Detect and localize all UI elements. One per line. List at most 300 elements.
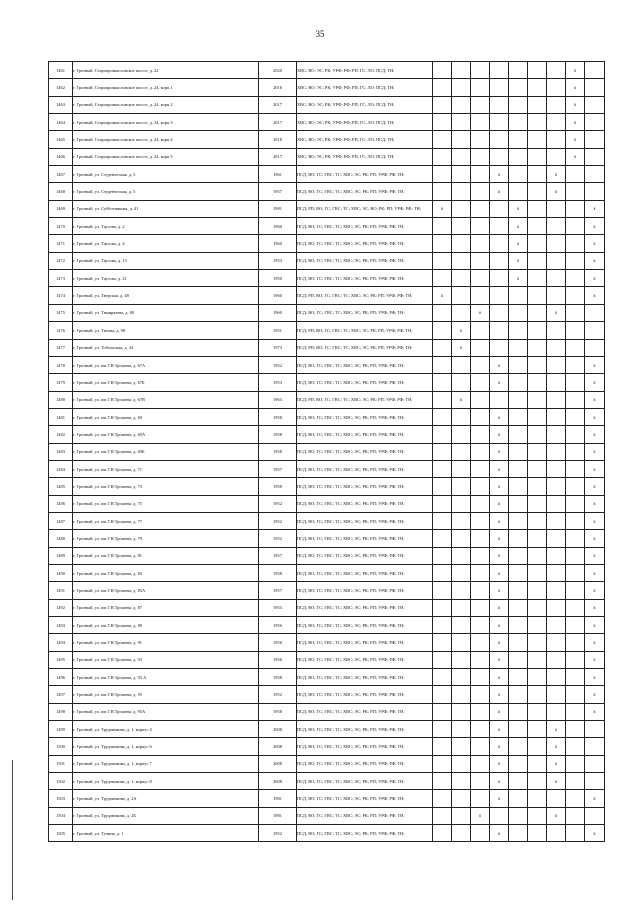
address-cell: г. Грозный, ул. Тверская, д. 48 — [73, 287, 259, 304]
mark-cell: x — [547, 807, 566, 824]
mark-cell — [433, 96, 452, 113]
mark-cell: x — [585, 790, 605, 807]
mark-cell — [433, 391, 452, 408]
mark-cell — [528, 322, 547, 339]
mark-cell — [433, 721, 452, 738]
mark-cell: x — [566, 148, 585, 165]
mark-cell — [528, 495, 547, 512]
mark-cell — [471, 478, 490, 495]
mark-cell — [433, 599, 452, 616]
mark-cell: x — [509, 218, 528, 235]
services-cell: ХВС; ВО; ЭС; РК; УРФ; РФ; РП; ГС; ЛО; ПСД; ТН; — [297, 79, 433, 96]
mark-cell — [528, 773, 547, 790]
mark-cell — [433, 738, 452, 755]
mark-cell — [490, 391, 509, 408]
mark-cell — [528, 530, 547, 547]
mark-cell — [452, 721, 471, 738]
table-row — [49, 721, 605, 738]
mark-cell — [452, 773, 471, 790]
mark-cell: x — [490, 564, 509, 581]
mark-cell: x — [490, 669, 509, 686]
mark-cell — [490, 114, 509, 131]
year-cell: 1981 — [259, 807, 297, 824]
mark-cell — [509, 790, 528, 807]
mark-cell — [509, 495, 528, 512]
year-cell: 2008 — [259, 721, 297, 738]
mark-cell — [547, 790, 566, 807]
mark-cell — [547, 617, 566, 634]
table-row — [49, 374, 605, 391]
address-cell: г. Грозный, ул. им Г.Н.Трошева, д. 89 — [73, 617, 259, 634]
mark-cell — [528, 131, 547, 148]
mark-cell: x — [490, 825, 509, 842]
services-cell: ХВС; ВО; ЭС; РК; УРФ; РФ; РП; ГС; ЛО; ПСД; ТН; — [297, 96, 433, 113]
year-cell: 1957 — [259, 582, 297, 599]
mark-cell: x — [452, 391, 471, 408]
mark-cell — [528, 200, 547, 217]
services-cell: ПСД; ВО; ГС; ГВС; ТС; ХВС; ЭС; РК; РП; УРФ; РФ; ТН; — [297, 721, 433, 738]
mark-cell — [433, 304, 452, 321]
mark-cell — [528, 721, 547, 738]
year-cell: 1958 — [259, 443, 297, 460]
address-cell: г. Грозный, Старопромысловское шоссе, д. 24, корп.2 — [73, 96, 259, 113]
table-row — [49, 686, 605, 703]
mark-cell: x — [490, 547, 509, 564]
mark-cell — [528, 686, 547, 703]
mark-cell — [547, 252, 566, 269]
year-cell: 1981 — [259, 200, 297, 217]
mark-cell — [452, 564, 471, 581]
table-row — [49, 322, 605, 339]
mark-cell — [452, 79, 471, 96]
table-row — [49, 287, 605, 304]
mark-cell — [585, 148, 605, 165]
services-cell: ПСД; ВО; ГС; ГВС; ТС; ХВС; ЭС; РК; РП; УРФ; РФ; ТН; — [297, 547, 433, 564]
mark-cell — [566, 166, 585, 183]
table-row — [49, 426, 605, 443]
mark-cell — [509, 391, 528, 408]
mark-cell: x — [566, 62, 585, 79]
mark-cell — [547, 825, 566, 842]
mark-cell — [509, 721, 528, 738]
mark-cell — [452, 755, 471, 772]
mark-cell — [452, 651, 471, 668]
address-cell: г. Грозный, ул. Тучина, д. 1 — [73, 825, 259, 842]
mark-cell: x — [566, 131, 585, 148]
mark-cell — [566, 460, 585, 477]
services-cell: ПСД; ВО; ГС; ГВС; ТС; ХВС; ЭС; РК; РП; УРФ; РФ; ТН; — [297, 460, 433, 477]
mark-cell — [566, 773, 585, 790]
mark-cell: x — [585, 356, 605, 373]
services-cell: ПСД; ВО; ГС; ГВС; ТС; ХВС; ЭС; РК; РП; УРФ; РФ; ТН; — [297, 564, 433, 581]
mark-cell: x — [585, 408, 605, 425]
services-cell: ПСД; ВО; ГС; ГВС; ТС; ХВС; ЭС; РК; РП; УРФ; РФ; ТН; — [297, 651, 433, 668]
year-cell: 1952 — [259, 825, 297, 842]
mark-cell — [509, 443, 528, 460]
mark-cell — [490, 322, 509, 339]
mark-cell — [528, 304, 547, 321]
table-row — [49, 825, 605, 842]
mark-cell — [452, 703, 471, 720]
services-cell: ПСД; ВО; ГС; ГВС; ТС; ХВС; ЭС; РК; РП; УРФ; РФ; ТН; — [297, 703, 433, 720]
mark-cell — [509, 148, 528, 165]
mark-cell — [547, 270, 566, 287]
mark-cell: x — [585, 530, 605, 547]
mark-cell — [509, 62, 528, 79]
row-number: 1471 — [49, 235, 73, 252]
mark-cell: x — [490, 755, 509, 772]
mark-cell — [452, 582, 471, 599]
row-number: 1488 — [49, 530, 73, 547]
mark-cell — [566, 478, 585, 495]
table-row — [49, 564, 605, 581]
mark-cell — [471, 582, 490, 599]
mark-cell — [528, 582, 547, 599]
address-cell: г. Грозный, ул. им Г.Н.Трошева, д. 79 — [73, 530, 259, 547]
mark-cell — [471, 356, 490, 373]
year-cell: 1963 — [259, 391, 297, 408]
address-cell: г. Грозный, ул. им Г.Н.Трошева, д. 69Б — [73, 443, 259, 460]
mark-cell — [566, 582, 585, 599]
row-number: 1501 — [49, 755, 73, 772]
mark-cell — [547, 582, 566, 599]
mark-cell — [452, 148, 471, 165]
mark-cell — [433, 564, 452, 581]
mark-cell — [490, 96, 509, 113]
mark-cell — [509, 96, 528, 113]
mark-cell — [585, 166, 605, 183]
mark-cell — [528, 478, 547, 495]
mark-cell — [528, 755, 547, 772]
mark-cell — [490, 252, 509, 269]
mark-cell — [471, 530, 490, 547]
mark-cell — [528, 235, 547, 252]
mark-cell — [490, 131, 509, 148]
mark-cell: x — [490, 443, 509, 460]
mark-cell — [452, 478, 471, 495]
mark-cell — [490, 270, 509, 287]
mark-cell — [471, 391, 490, 408]
mark-cell: x — [547, 721, 566, 738]
mark-cell — [566, 686, 585, 703]
year-cell: 2008 — [259, 738, 297, 755]
mark-cell — [490, 62, 509, 79]
mark-cell: x — [585, 669, 605, 686]
row-number: 1489 — [49, 547, 73, 564]
mark-cell: x — [585, 460, 605, 477]
mark-cell — [471, 617, 490, 634]
table-row — [49, 200, 605, 217]
mark-cell — [471, 166, 490, 183]
mark-cell: x — [585, 426, 605, 443]
year-cell: 1951 — [259, 322, 297, 339]
table-row — [49, 599, 605, 616]
address-cell: г. Грозный, ул. Таусова, д. 13 — [73, 252, 259, 269]
mark-cell: x — [585, 599, 605, 616]
services-cell: ПСД; ВО; ГС; ГВС; ТС; ХВС; ЭС; РК; РП; УРФ; РФ; ТН; — [297, 530, 433, 547]
year-cell: 2016 — [259, 79, 297, 96]
mark-cell: x — [490, 738, 509, 755]
services-cell: ХВС; ВО; ЭС; РК; УРФ; РФ; РП; ГС; ЛО; ПСД; ТН; — [297, 131, 433, 148]
address-cell: г. Грозный, ул. им Г.Н.Трошева, д. 69А — [73, 426, 259, 443]
mark-cell — [490, 79, 509, 96]
mark-cell — [490, 287, 509, 304]
mark-cell — [452, 686, 471, 703]
mark-cell — [433, 478, 452, 495]
mark-cell — [490, 807, 509, 824]
services-cell: ПСД; ВО; ГС; ГВС; ТС; ХВС; ЭС; РК; РП; УРФ; РФ; ТН; — [297, 773, 433, 790]
mark-cell — [585, 773, 605, 790]
mark-cell — [547, 669, 566, 686]
table-row — [49, 391, 605, 408]
services-cell: ПСД; РП; ВО; ГС; ГВС; ТС; ХВС; ЭС; РК; РП; УРФ; РФ; ТН; — [297, 287, 433, 304]
mark-cell — [509, 825, 528, 842]
address-cell: г. Грозный, ул. Таусова, д. 2 — [73, 218, 259, 235]
mark-cell — [528, 252, 547, 269]
services-cell: ПСД; ВО; ГС; ГВС; ТС; ХВС; ЭС; РК; РП; УРФ; РФ; ТН; — [297, 755, 433, 772]
mark-cell — [433, 443, 452, 460]
mark-cell: x — [585, 547, 605, 564]
mark-cell — [433, 148, 452, 165]
year-cell: 1953 — [259, 374, 297, 391]
mark-cell — [566, 807, 585, 824]
year-cell: 1961 — [259, 166, 297, 183]
table-row — [49, 408, 605, 425]
mark-cell — [452, 96, 471, 113]
year-cell: 1981 — [259, 790, 297, 807]
mark-cell — [528, 183, 547, 200]
mark-cell — [585, 62, 605, 79]
mark-cell: x — [585, 651, 605, 668]
mark-cell — [528, 114, 547, 131]
row-number: 1465 — [49, 131, 73, 148]
services-cell: ПСД; ВО; ГС; ГВС; ТС; ХВС; ЭС; РК; РП; УРФ; РФ; ТН; — [297, 825, 433, 842]
mark-cell: x — [490, 512, 509, 529]
year-cell: 1956 — [259, 651, 297, 668]
mark-cell — [433, 460, 452, 477]
mark-cell — [528, 512, 547, 529]
mark-cell — [585, 755, 605, 772]
services-cell: ПСД; ВО; ГС; ГВС; ТС; ХВС; ЭС; РК; РП; УРФ; РФ; ТН; — [297, 183, 433, 200]
mark-cell — [471, 114, 490, 131]
mark-cell: x — [566, 96, 585, 113]
mark-cell — [528, 460, 547, 477]
services-cell: ПСД; ВО; ГС; ГВС; ТС; ХВС; ЭС; РК; РП; УРФ; РФ; ТН; — [297, 478, 433, 495]
mark-cell — [547, 287, 566, 304]
mark-cell — [566, 564, 585, 581]
row-number: 1470 — [49, 218, 73, 235]
mark-cell — [566, 183, 585, 200]
services-cell: ПСД; ВО; ГС; ГВС; ТС; ХВС; ЭС; РК; РП; УРФ; РФ; ТН; — [297, 218, 433, 235]
table-row — [49, 443, 605, 460]
mark-cell — [433, 374, 452, 391]
address-cell: г. Грозный, ул. им Г.Н.Трошева, д. 73 — [73, 478, 259, 495]
address-cell: г. Грозный, ул. им Г.Н.Трошева, д. 81 — [73, 547, 259, 564]
services-cell: ПСД; ВО; ГС; ГВС; ТС; ХВС; ЭС; РК; РП; УРФ; РФ; ТН; — [297, 582, 433, 599]
mark-cell — [547, 443, 566, 460]
mark-cell — [471, 287, 490, 304]
services-cell: ПСД; ВО; ГС; ГВС; ТС; ХВС; ЭС; РК; РП; УРФ; РФ; ТН; — [297, 426, 433, 443]
mark-cell — [566, 252, 585, 269]
mark-cell — [566, 356, 585, 373]
row-number: 1504 — [49, 807, 73, 824]
mark-cell: x — [509, 200, 528, 217]
mark-cell: x — [490, 773, 509, 790]
mark-cell: x — [585, 374, 605, 391]
mark-cell — [566, 374, 585, 391]
mark-cell: x — [490, 721, 509, 738]
mark-cell — [509, 304, 528, 321]
mark-cell: x — [452, 339, 471, 356]
mark-cell — [528, 270, 547, 287]
mark-cell — [433, 270, 452, 287]
mark-cell: x — [547, 773, 566, 790]
table-row — [49, 651, 605, 668]
mark-cell — [566, 617, 585, 634]
mark-cell — [547, 408, 566, 425]
mark-cell — [585, 183, 605, 200]
mark-cell — [509, 460, 528, 477]
address-cell: г. Грозный, ул. им Г.Н.Трошева, д. 83 — [73, 564, 259, 581]
mark-cell — [566, 755, 585, 772]
table-row — [49, 131, 605, 148]
services-cell: ПСД; ВО; ГС; ГВС; ТС; ХВС; ЭС; РК; РП; УРФ; РФ; ТН; — [297, 512, 433, 529]
mark-cell — [433, 495, 452, 512]
row-number: 1497 — [49, 686, 73, 703]
table-row — [49, 530, 605, 547]
mark-cell — [471, 686, 490, 703]
mark-cell: x — [509, 270, 528, 287]
mark-cell: x — [547, 304, 566, 321]
mark-cell — [433, 356, 452, 373]
address-cell: г. Грозный, ул. им Г.Н.Трошева, д. 95 — [73, 686, 259, 703]
mark-cell — [452, 200, 471, 217]
mark-cell — [471, 651, 490, 668]
address-cell: г. Грозный, ул. Трудовикова, д. 1, корпус 8 — [73, 773, 259, 790]
year-cell: 2017 — [259, 114, 297, 131]
row-number: 1477 — [49, 339, 73, 356]
address-cell: г. Грозный, ул. им Г.Н.Трошева, д. 71 — [73, 460, 259, 477]
row-number: 1474 — [49, 287, 73, 304]
row-number: 1473 — [49, 270, 73, 287]
mark-cell — [509, 703, 528, 720]
mark-cell: x — [490, 617, 509, 634]
services-cell: ПСД; ВО; ГС; ГВС; ТС; ХВС; ЭС; РК; РП; УРФ; РФ; ТН; — [297, 270, 433, 287]
mark-cell: x — [585, 495, 605, 512]
mark-cell: x — [490, 790, 509, 807]
row-number: 1505 — [49, 825, 73, 842]
mark-cell: x — [585, 287, 605, 304]
mark-cell — [566, 408, 585, 425]
table-row — [49, 270, 605, 287]
mark-cell — [547, 495, 566, 512]
mark-cell — [528, 634, 547, 651]
mark-cell: x — [585, 825, 605, 842]
mark-cell: x — [585, 564, 605, 581]
mark-cell — [509, 686, 528, 703]
mark-cell: x — [490, 651, 509, 668]
mark-cell — [452, 790, 471, 807]
mark-cell — [433, 755, 452, 772]
mark-cell — [547, 460, 566, 477]
address-cell: г. Грозный, ул. им Г.Н.Трошева, д. 87 — [73, 599, 259, 616]
mark-cell: x — [547, 738, 566, 755]
mark-cell — [547, 391, 566, 408]
mark-cell — [509, 79, 528, 96]
mark-cell — [585, 131, 605, 148]
table-row — [49, 738, 605, 755]
year-cell: 1960 — [259, 218, 297, 235]
row-number: 1469 — [49, 200, 73, 217]
mark-cell — [490, 339, 509, 356]
mark-cell — [433, 686, 452, 703]
mark-cell: x — [433, 287, 452, 304]
mark-cell — [471, 408, 490, 425]
mark-cell — [528, 79, 547, 96]
mark-cell — [547, 339, 566, 356]
mark-cell — [452, 460, 471, 477]
address-cell: г. Грозный, ул. Таусова, д. 4 — [73, 235, 259, 252]
mark-cell — [509, 114, 528, 131]
row-number: 1499 — [49, 721, 73, 738]
mark-cell — [490, 200, 509, 217]
row-number: 1503 — [49, 790, 73, 807]
mark-cell — [566, 599, 585, 616]
mark-cell — [566, 530, 585, 547]
row-number: 1487 — [49, 512, 73, 529]
mark-cell — [509, 356, 528, 373]
mark-cell — [566, 339, 585, 356]
mark-cell — [452, 599, 471, 616]
mark-cell — [433, 79, 452, 96]
address-cell: г. Грозный, ул. им Г.Н.Трошева, д. 69 — [73, 408, 259, 425]
mark-cell: x — [490, 495, 509, 512]
year-cell: 1958 — [259, 426, 297, 443]
address-cell: г. Грозный, ул. Студенческая, д. 5 — [73, 183, 259, 200]
mark-cell — [471, 790, 490, 807]
mark-cell — [585, 322, 605, 339]
mark-cell: x — [547, 166, 566, 183]
address-cell: г. Грозный, Старопромысловское шоссе, д. 24, корп.5 — [73, 148, 259, 165]
year-cell: 1973 — [259, 339, 297, 356]
mark-cell — [528, 148, 547, 165]
mark-cell: x — [585, 582, 605, 599]
mark-cell — [566, 703, 585, 720]
mark-cell: x — [585, 703, 605, 720]
mark-cell — [471, 773, 490, 790]
address-cell: г. Грозный, ул. Тимирязева, д. 80 — [73, 304, 259, 321]
mark-cell — [528, 443, 547, 460]
mark-cell: x — [585, 443, 605, 460]
address-cell: г. Грозный, ул. им Г.Н.Трошева, д. 93 А — [73, 669, 259, 686]
services-cell: ХВС; ВО; ЭС; РК; УРФ; РФ; РП; ГС; ЛО; ПСД; ТН; — [297, 148, 433, 165]
mark-cell — [452, 669, 471, 686]
mark-cell — [471, 131, 490, 148]
address-cell: г. Грозный, ул. Титова, д. 98 — [73, 322, 259, 339]
mark-cell — [509, 651, 528, 668]
address-cell: г. Грозный, ул. им Г.Н.Трошева, д. 95А — [73, 703, 259, 720]
address-cell: г. Грозный, ул. Трудовикова, д. 1, корпус 7 — [73, 755, 259, 772]
address-cell: г. Грозный, ул. им Г.Н.Трошева, д. 77 — [73, 512, 259, 529]
mark-cell — [509, 669, 528, 686]
row-number: 1494 — [49, 634, 73, 651]
table-row — [49, 114, 605, 131]
mark-cell: x — [433, 200, 452, 217]
year-cell: 1958 — [259, 408, 297, 425]
mark-cell — [452, 408, 471, 425]
table-row — [49, 634, 605, 651]
mark-cell — [433, 825, 452, 842]
